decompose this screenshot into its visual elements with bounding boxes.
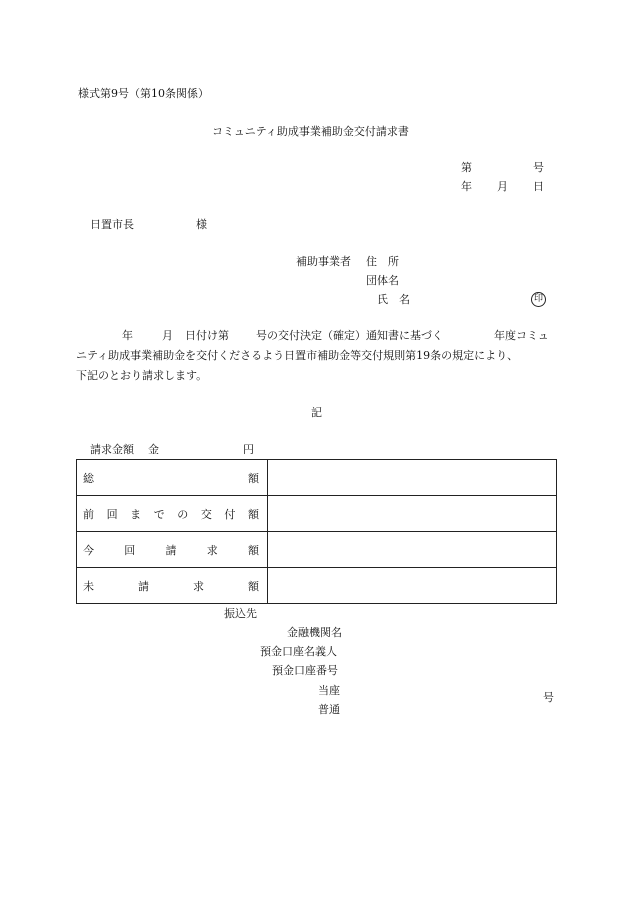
group-name-label: 団体名 [366, 274, 399, 287]
date-day: 日 [533, 180, 544, 193]
addressee-name: 日置市長 [90, 218, 134, 231]
total-amount-cell[interactable] [268, 460, 557, 496]
amounts-table [76, 459, 557, 604]
account-number-label: 預金口座番号 [272, 664, 338, 677]
applicant-role: 補助事業者 [296, 255, 351, 268]
request-paragraph [76, 326, 556, 386]
request-amount-yen: 円 [243, 443, 254, 456]
account-holder-label: 預金口座名義人 [260, 645, 337, 658]
account-type-futsu: 普通 [318, 703, 340, 716]
form-number: 様式第9号（第10条関係） [78, 87, 209, 100]
paragraph-line-3: 下記のとおり請求します。 [76, 369, 208, 382]
unclaimed-amount-cell[interactable] [268, 568, 557, 604]
seal-mark-icon: 印 [531, 292, 546, 307]
paragraph-line-1: 年 月 日付け第 号の交付決定（確定）通知書に基づく 年度コミュ [122, 329, 549, 342]
row-label-total: 総 額 [77, 460, 268, 496]
account-type-touza: 当座 [318, 684, 340, 697]
paragraph-line-2: ニティ助成事業補助金を交付くださるよう日置市補助金等交付規則第19条の規定により、 [76, 349, 519, 362]
row-label-unclaimed: 未 請 求 額 [77, 568, 268, 604]
previous-amount-cell[interactable] [268, 496, 557, 532]
request-amount-label: 請求金額 [90, 443, 134, 456]
table-row-current [77, 532, 557, 568]
row-label-current: 今 回 請 求 額 [77, 532, 268, 568]
date-year: 年 [461, 180, 472, 193]
date-line [461, 181, 544, 192]
table-row-previous [77, 496, 557, 532]
address-label: 住 所 [366, 255, 399, 268]
bank-name-label: 金融機関名 [287, 626, 342, 639]
table-row-total [77, 460, 557, 496]
document-number-line [461, 162, 544, 173]
ki-heading: 記 [311, 406, 322, 419]
doc-number-dai: 第 [461, 161, 472, 174]
document-title: コミュニティ助成事業補助金交付請求書 [212, 125, 409, 138]
table-row-unclaimed [77, 568, 557, 604]
transfer-heading: 振込先 [224, 607, 257, 620]
account-number-go: 号 [543, 691, 554, 704]
doc-number-go: 号 [533, 161, 544, 174]
row-label-previous: 前 回 ま で の 交 付 額 [77, 496, 268, 532]
request-amount-kin: 金 [148, 443, 159, 456]
date-month: 月 [497, 180, 508, 193]
current-amount-cell[interactable] [268, 532, 557, 568]
addressee-honorific: 様 [196, 218, 207, 231]
name-label: 氏 名 [377, 293, 410, 306]
